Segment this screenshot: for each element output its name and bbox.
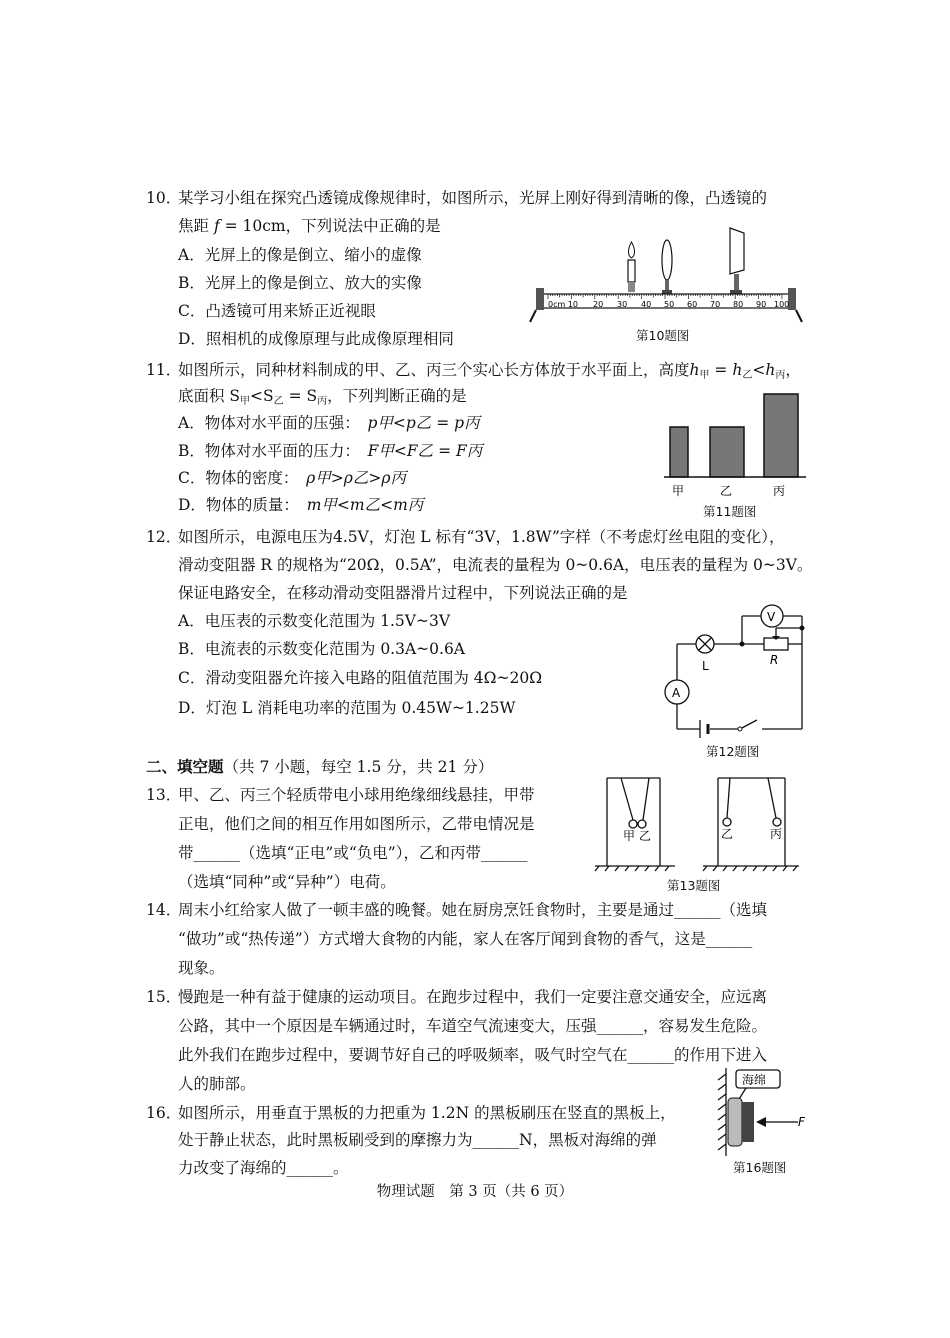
- q10-tick-label: 80: [733, 300, 744, 309]
- q10-number: 10．: [146, 189, 182, 207]
- q12-caption: 第12题图: [706, 744, 760, 759]
- q11-stem-line2: 底面积 $S_甲<S_乙 = S_丙$，下列判断正确的是: [178, 387, 467, 407]
- q11-block-bing: [764, 394, 798, 477]
- q13-label-bing: 丙: [770, 827, 783, 841]
- q12-ammeter-label: A: [672, 686, 681, 700]
- q10-tick-label: 60: [687, 300, 698, 309]
- q10-option-c: C．凸透镜可用来矫正近视眼: [178, 302, 376, 320]
- q11-label-jia: 甲: [672, 484, 685, 498]
- q12-option-a: A．电压表的示数变化范围为 1.5V~3V: [178, 612, 451, 630]
- q12-stem-line3: 保证电路安全，在移动滑动变阻器滑片过程中，下列说法正确的是: [178, 584, 628, 602]
- q16-label-force: F: [798, 1115, 805, 1129]
- q12-option-d: D．灯泡 L 消耗电功率的范围为 0.45W~1.25W: [178, 699, 516, 717]
- q11-option-a: A．物体对水平面的压强： p甲<p乙 = p丙: [178, 414, 480, 432]
- q11-block-jia: [670, 427, 688, 477]
- q12-option-c: C．滑动变阻器允许接入电路的阻值范围为 4Ω~20Ω: [178, 669, 543, 687]
- q13-caption: 第13题图: [667, 878, 721, 893]
- q16-label-sponge: 海绵: [742, 1073, 767, 1087]
- q10-tick-label: 0cm 10: [548, 300, 579, 309]
- q13-line4: （选填“同种”或“异种”）电荷。: [178, 873, 396, 891]
- section-2-heading: 二、填空题（共 7 小题，每空 1.5 分，共 21 分）: [146, 757, 494, 776]
- q12-stem-line1: 12．如图所示，电源电压为4.5V，灯泡 L 标有“3V，1.8W”字样（不考虑灯丝电阻的变化），: [146, 528, 785, 546]
- q10-option-b: B．光屏上的像是倒立、放大的实像: [178, 274, 422, 292]
- q11-block-yi: [710, 427, 744, 477]
- q10-option-d: D．照相机的成像原理与此成像原理相同: [178, 330, 454, 348]
- q10-optical-bench-figure: [528, 228, 808, 324]
- q11-label-bing: 丙: [773, 484, 786, 498]
- q13-label-yi: 乙: [639, 829, 652, 843]
- q10-tick-label: 20: [593, 300, 604, 309]
- q13-pendulum-figure: [585, 774, 805, 874]
- q11-option-d: D．物体的质量： m甲<m乙<m丙: [178, 496, 424, 514]
- q14-line1: 14．周末小红给家人做了一顿丰盛的晚餐。她在厨房烹饪食物时，主要是通过______（选填: [146, 901, 768, 919]
- q15-line2: 公路，其中一个原因是车辆通过时，车道空气流速变大，压强______，容易发生危险。: [178, 1017, 768, 1035]
- q12-lamp-label: L: [702, 659, 709, 673]
- q12-voltmeter-label: V: [767, 610, 776, 624]
- q10-tick-label: 70: [710, 300, 721, 309]
- q10-tick-label: 100: [774, 300, 790, 309]
- q16-line3: 力改变了海绵的______。: [178, 1159, 349, 1177]
- q10-stem-line1: 10．某学习小组在探究凸透镜成像规律时，如图所示，光屏上刚好得到清晰的像，凸透镜的: [146, 189, 768, 207]
- q12-option-b: B．电流表的示数变化范围为 0.3A~0.6A: [178, 640, 465, 658]
- q14-line2: “做功”或“热传递”）方式增大食物的内能，家人在客厅闻到食物的香气，这是______: [178, 930, 753, 948]
- q11-option-b: B．物体对水平面的压力： F甲<F乙 = F丙: [178, 442, 483, 460]
- q15-line3: 此外我们在跑步过程中，要调节好自己的呼吸频率，吸气时空气在______的作用下进入: [178, 1046, 768, 1064]
- q16-caption: 第16题图: [733, 1160, 787, 1175]
- q16-line2: 处于静止状态，此时黑板刷受到的摩擦力为______N，黑板对海绵的弹: [178, 1131, 657, 1149]
- q10-tick-label: 90: [756, 300, 767, 309]
- page-footer: 物理试题 第 3 页（共 6 页）: [376, 1184, 574, 1200]
- q11-label-yi: 乙: [720, 484, 733, 498]
- q11-stem-line1: 11．如图所示，同种材料制成的甲、乙、丙三个实心长方体放于水平面上，高度$h_甲 = h_乙<h_丙$，: [146, 361, 801, 381]
- q16-blackboard-figure: [712, 1068, 812, 1158]
- q15-line4: 人的肺部。: [178, 1075, 256, 1093]
- q13-label-jia: 甲: [623, 829, 636, 843]
- q10-tick-label: 50: [664, 300, 675, 309]
- q13-line2: 正电，他们之间的相互作用如图所示，乙带电情况是: [178, 815, 535, 833]
- q13-label-yi-2: 乙: [721, 827, 734, 841]
- q10-tick-label: 40: [641, 300, 652, 309]
- q12-rheostat-label: R: [770, 653, 779, 667]
- q11-option-c: C．物体的密度： ρ甲>ρ乙>ρ丙: [178, 469, 406, 487]
- q10-tick-label: 30: [617, 300, 628, 309]
- q11-caption: 第11题图: [703, 504, 757, 519]
- q10-stem-line2: 焦距 f = 10cm，下列说法中正确的是: [178, 217, 441, 235]
- q14-line3: 现象。: [178, 959, 225, 977]
- q16-line1: 16．如图所示，用垂直于黑板的力把重为 1.2N 的黑板刷压在竖直的黑板上，: [146, 1104, 676, 1122]
- q12-circuit-figure: [662, 602, 812, 742]
- q12-stem-line2: 滑动变阻器 R 的规格为“20Ω，0.5A”，电流表的量程为 0~0.6A，电压表的量程为 0~3V。: [178, 556, 813, 574]
- q13-line1: 13．甲、乙、丙三个轻质带电小球用绝缘细线悬挂，甲带: [146, 786, 535, 804]
- q10-caption: 第10题图: [636, 328, 690, 343]
- q11-blocks-figure: [660, 390, 810, 500]
- q10-option-a: A．光屏上的像是倒立、缩小的虚像: [178, 246, 422, 264]
- q13-line3: 带______（选填“正电”或“负电”），乙和丙带______: [178, 844, 528, 862]
- q15-line1: 15．慢跑是一种有益于健康的运动项目。在跑步过程中，我们一定要注意交通安全，应远离: [146, 988, 768, 1006]
